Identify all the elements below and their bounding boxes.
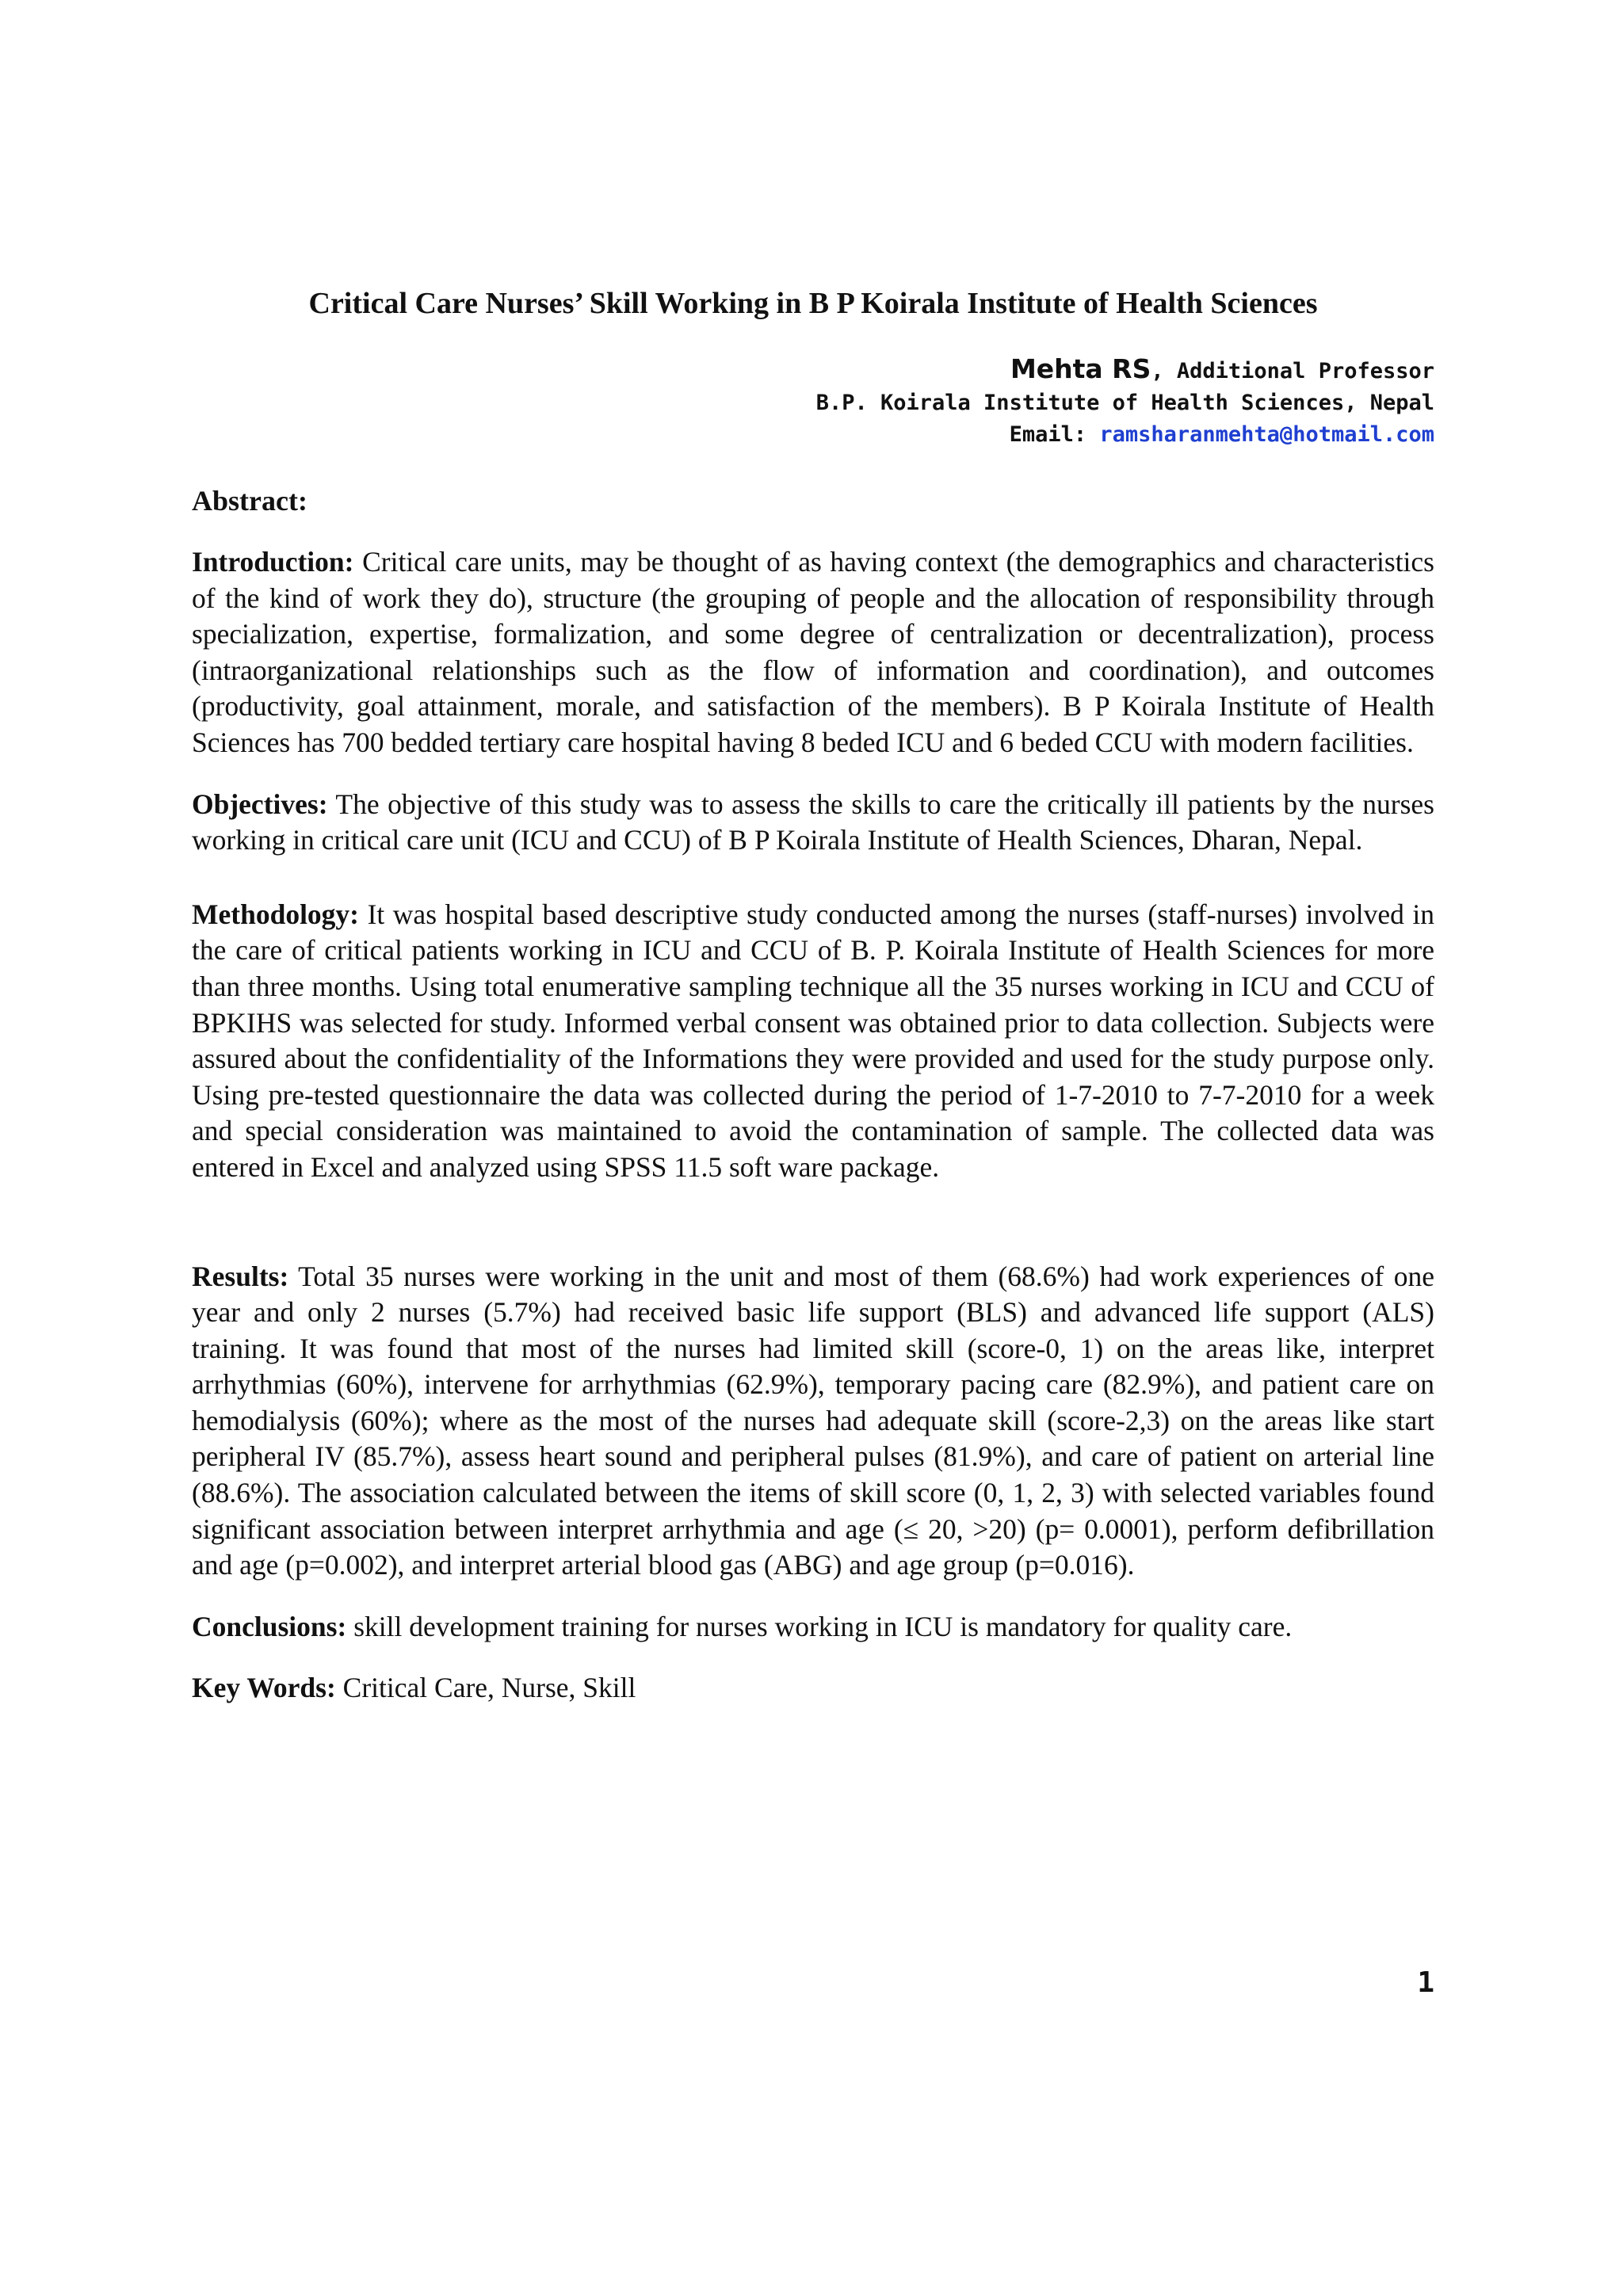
email-label: Email:	[1009, 422, 1100, 447]
conclusions-paragraph	[192, 1609, 1434, 1646]
introduction-label: Introduction:	[192, 546, 354, 578]
author-affiliation: B.P. Koirala Institute of Health Sciences, Nepal	[815, 391, 1434, 415]
conclusions-text: skill development training for nurses working in ICU is mandatory for quality care.	[346, 1610, 1293, 1642]
page-content	[192, 285, 1434, 1707]
results-label: Results:	[192, 1260, 289, 1292]
author-name: Mehta RS	[1010, 353, 1151, 384]
methodology-paragraph	[192, 897, 1434, 1186]
introduction-text: Critical care units, may be thought of as having context (the demographics and characteristics of the kind of work they do), structure (the grouping of people and the allocation of responsibility through specialization, expertise, formalization, and some degree of centralization or decentralization), process (intraorganizational relationships such as the flow of information and coordination), and outcomes (productivity, goal attainment, morale, and satisfaction of the members). B P Koirala Institute of Health Sciences has 700 bedded tertiary care hospital having 8 beded ICU and 6 beded CCU with modern facilities.	[192, 546, 1434, 758]
abstract-heading: Abstract:	[192, 485, 307, 517]
author-role: , Additional Professor	[1151, 359, 1434, 383]
results-paragraph	[192, 1259, 1434, 1584]
author-block	[192, 353, 1434, 451]
author-line	[192, 353, 1434, 387]
page-number: 1	[1417, 1966, 1434, 1999]
introduction-paragraph	[192, 544, 1434, 761]
keywords-text: Critical Care, Nurse, Skill	[335, 1672, 636, 1704]
objectives-label: Objectives:	[192, 788, 328, 820]
conclusions-label: Conclusions:	[192, 1610, 347, 1642]
keywords-paragraph	[192, 1670, 1434, 1707]
methodology-label: Methodology:	[192, 898, 360, 930]
author-email-line	[192, 419, 1434, 451]
objectives-paragraph	[192, 787, 1434, 859]
methodology-text: It was hospital based descriptive study conducted among the nurses (staff-nurses) involved in the care of critical patients working in ICU and CCU of B. P. Koirala Institute of Health Sciences for more than three months. Using total enumerative sampling technique all the 35 nurses working in ICU and CCU of BPKIHS was selected for study. Informed verbal consent was obtained prior to data collection. Subjects were assured about the confidentiality of the Informations they were provided and used for the study purpose only. Using pre-tested questionnaire the data was collected during the period of 1-7-2010 to 7-7-2010 for a week and special consideration was maintained to avoid the contamination of sample. The collected data was entered in Excel and analyzed using SPSS 11.5 soft ware package.	[192, 898, 1434, 1183]
email-link[interactable]: ramsharanmehta@hotmail.com	[1099, 422, 1434, 447]
keywords-label: Key Words:	[192, 1672, 336, 1704]
results-text: Total 35 nurses were working in the unit and most of them (68.6%) had work experiences of one year and only 2 nurses (5.7%) had received basic life support (BLS) and advanced life support (ALS) training. It was found that most of the nurses had limited skill (score-0, 1) on the areas like, interpret arrhythmias (60%), intervene for arrhythmias (62.9%), temporary pacing care (82.9%), and patient care on hemodialysis (60%); where as the most of the nurses had adequate skill (score-2,3) on the areas like start peripheral IV (85.7%), assess heart sound and peripheral pulses (81.9%), and care of patient on arterial line (88.6%). The association calculated between the items of skill score (0, 1, 2, 3) with selected variables found significant association between interpret arrhythmia and age (≤ 20, >20) (p= 0.0001), perform defibrillation and age (p=0.002), and interpret arterial blood gas (ABG) and age group (p=0.016).	[192, 1260, 1434, 1581]
objectives-text: The objective of this study was to assess the skills to care the critically ill patients by the nurses working in critical care unit (ICU and CCU) of B P Koirala Institute of Health Sciences, Dharan, Nepal.	[192, 788, 1434, 856]
paper-title: Critical Care Nurses’ Skill Working in B P Koirala Institute of Health Sciences	[308, 287, 1318, 320]
